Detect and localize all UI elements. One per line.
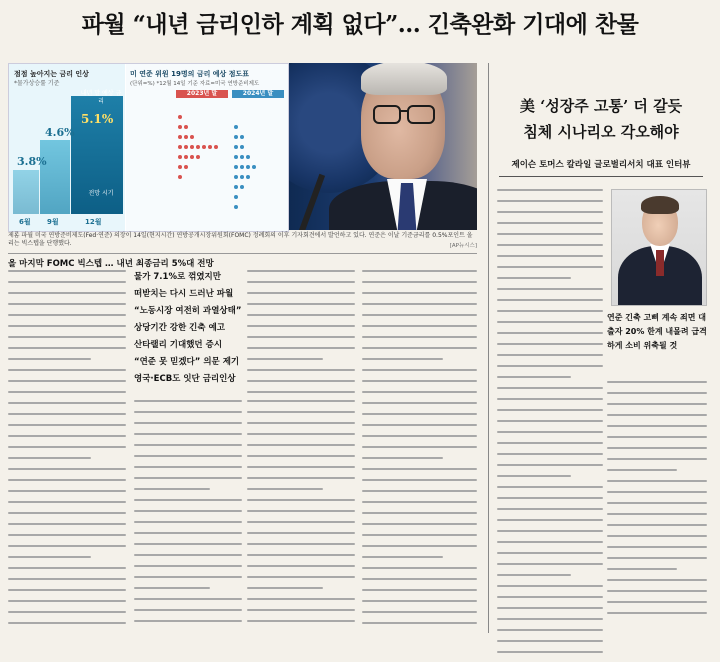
dot-marker — [184, 155, 188, 159]
text-line — [497, 618, 603, 620]
text-line — [497, 651, 603, 653]
text-line — [247, 292, 355, 294]
dot-marker — [234, 155, 238, 159]
dot-marker — [202, 145, 206, 149]
text-line — [607, 469, 677, 471]
text-line — [497, 332, 603, 334]
chart-note — [14, 70, 89, 88]
text-line — [247, 411, 355, 413]
text-line — [8, 556, 91, 558]
hair — [361, 63, 447, 95]
text-line — [607, 381, 707, 383]
dot-marker — [234, 185, 238, 189]
text-line — [247, 303, 355, 305]
dot-marker — [246, 165, 250, 169]
text-line — [607, 447, 707, 449]
text-line — [8, 292, 126, 294]
dot-marker — [178, 115, 182, 119]
dot-marker — [234, 175, 238, 179]
text-line — [134, 543, 242, 545]
text-line — [8, 600, 126, 602]
text-line — [497, 596, 603, 598]
text-line — [607, 612, 707, 614]
text-line — [607, 502, 707, 504]
text-line — [607, 403, 707, 405]
portrait-hair — [641, 196, 679, 214]
text-line — [134, 422, 242, 424]
text-line — [497, 200, 603, 202]
text-line — [247, 543, 355, 545]
text-line — [8, 303, 126, 305]
rate-step-chart — [9, 64, 125, 231]
sidebar-subhead: 제이슨 토머스 칼라일 글로벌리서치 대표 인터뷰 — [511, 160, 691, 170]
text-line — [247, 391, 355, 393]
text-line — [497, 343, 603, 345]
text-line — [497, 299, 603, 301]
dot-plot-row — [130, 184, 284, 191]
dot-plot-row — [130, 204, 284, 211]
text-line — [134, 565, 242, 567]
text-line — [8, 622, 126, 624]
text-line — [247, 358, 323, 360]
dot-plot-row — [130, 164, 284, 171]
text-line — [497, 464, 603, 466]
dot-plot-row — [130, 124, 284, 131]
text-line — [134, 609, 242, 611]
sidebar-body-column-2 — [607, 381, 707, 623]
text-line — [134, 532, 242, 534]
callout-line: “노동시장 여전히 과열상태” — [134, 306, 242, 316]
dot-plot — [126, 64, 288, 231]
text-line — [247, 598, 355, 600]
text-line — [362, 270, 477, 272]
text-line — [362, 336, 477, 338]
text-line — [497, 563, 603, 565]
body-column-3 — [247, 400, 355, 631]
text-line — [362, 292, 477, 294]
text-line — [134, 455, 242, 457]
text-line — [247, 576, 355, 578]
step-value-december: 5.1% — [81, 112, 114, 126]
dot-marker — [178, 175, 182, 179]
text-line — [247, 369, 355, 371]
text-line — [497, 365, 603, 367]
text-line — [247, 325, 355, 327]
text-line — [607, 524, 707, 526]
dot-plot-title: 미 연준 위원 19명의 금리 예상 점도표 — [130, 70, 250, 78]
callout-line: 산타랠리 기대했던 증시 — [134, 340, 223, 350]
dot-plot-row — [130, 104, 284, 111]
dot-plot-row — [130, 154, 284, 161]
text-line — [8, 402, 126, 404]
text-line — [362, 380, 477, 382]
text-line — [362, 611, 477, 613]
interviewee-portrait — [611, 189, 707, 306]
month-label-september: 9월 — [47, 218, 59, 226]
text-line — [497, 585, 603, 587]
text-line — [497, 277, 571, 279]
text-line — [8, 446, 126, 448]
text-line — [134, 433, 242, 435]
text-line — [497, 321, 603, 323]
photo-caption — [8, 232, 477, 248]
text-line — [362, 347, 477, 349]
text-line — [607, 546, 707, 548]
text-line — [362, 314, 477, 316]
dot-marker — [178, 145, 182, 149]
dot-marker — [234, 205, 238, 209]
dot-marker — [240, 165, 244, 169]
text-line — [247, 609, 355, 611]
body-column-4 — [362, 270, 477, 633]
text-line — [8, 523, 126, 525]
text-line — [134, 499, 242, 501]
text-line — [8, 457, 91, 459]
glasses-icon — [373, 105, 435, 121]
text-line — [497, 244, 603, 246]
text-line — [134, 444, 242, 446]
text-line — [497, 376, 571, 378]
text-line — [134, 620, 242, 622]
dot-marker — [234, 195, 238, 199]
text-line — [497, 409, 603, 411]
text-line — [362, 281, 477, 283]
text-line — [8, 578, 126, 580]
text-line — [134, 400, 242, 402]
text-line — [247, 281, 355, 283]
text-line — [362, 501, 477, 503]
text-line — [134, 521, 242, 523]
text-line — [134, 411, 242, 413]
dot-marker — [184, 165, 188, 169]
text-line — [607, 392, 707, 394]
dot-marker — [234, 135, 238, 139]
dot-marker — [240, 175, 244, 179]
text-line — [497, 453, 603, 455]
forecast-period-label: 전망 시기 — [88, 190, 114, 197]
text-line — [607, 535, 707, 537]
text-line — [497, 475, 571, 477]
dot-marker — [184, 125, 188, 129]
text-line — [362, 424, 477, 426]
dot-plot-source: (단위=%) *12월 14일 기준 자료=미국 연방준비제도 — [130, 81, 260, 87]
dot-marker — [234, 125, 238, 129]
text-line — [8, 424, 126, 426]
callout-line: “연준 못 믿겠다” 의문 제기 — [134, 357, 240, 367]
text-line — [134, 576, 242, 578]
text-line — [247, 521, 355, 523]
text-line — [134, 554, 242, 556]
sidebar-divider — [499, 176, 703, 177]
body-column-2 — [134, 400, 242, 631]
text-line — [497, 431, 603, 433]
text-line — [8, 314, 126, 316]
text-line — [362, 589, 477, 591]
photo-caption-text: 제롬 파월 미국 연방준비제도(Fed·연준) 의장이 14일(현지시간) 연방공개시장위원회(FOMC) 정례회의 이후 기자회견에서 발언하고 있다. 연준은 이날 기준금리를 0.5%포인트 올리는 빅스텝을 단행했다. — [8, 232, 473, 247]
text-line — [497, 420, 603, 422]
dot-marker — [178, 125, 182, 129]
callout-line: 떠받치는 다시 드러난 파월 — [134, 289, 234, 299]
article-callout — [134, 270, 242, 389]
text-line — [362, 490, 477, 492]
text-line — [497, 486, 603, 488]
text-line — [247, 488, 323, 490]
dot-plot-row — [130, 134, 284, 141]
text-line — [497, 310, 603, 312]
text-line — [362, 556, 443, 558]
dot-marker — [234, 165, 238, 169]
text-line — [247, 554, 355, 556]
text-line — [497, 607, 603, 609]
text-line — [362, 325, 477, 327]
text-line — [8, 413, 126, 415]
text-line — [497, 519, 603, 521]
text-line — [247, 314, 355, 316]
text-line — [497, 552, 603, 554]
text-line — [8, 468, 126, 470]
step-bar-september — [40, 140, 70, 214]
text-line — [247, 620, 355, 622]
text-line — [8, 325, 126, 327]
text-line — [362, 413, 477, 415]
text-line — [247, 466, 355, 468]
sidebar-headline-line1: 美 ‘성장주 고통’ 더 갈듯 — [519, 97, 683, 115]
text-line — [497, 255, 603, 257]
column-title: 올 마지막 FOMC 빅스텝 … 내년 최종금리 5%대 전망 — [8, 253, 477, 269]
month-label-december: 12월 — [85, 218, 102, 226]
chart-note-sub: *물가상승률 기준 — [14, 80, 60, 87]
text-line — [247, 499, 355, 501]
text-line — [8, 611, 126, 613]
step-value-june: 3.8% — [17, 155, 47, 168]
text-line — [247, 565, 355, 567]
dot-marker — [190, 155, 194, 159]
text-line — [247, 270, 355, 272]
dot-marker — [252, 165, 256, 169]
month-label-june: 6월 — [19, 218, 31, 226]
dot-marker — [246, 175, 250, 179]
text-line — [8, 369, 126, 371]
text-line — [247, 587, 323, 589]
text-line — [134, 488, 210, 490]
body-column-1 — [8, 270, 126, 633]
text-line — [8, 347, 126, 349]
text-line — [607, 590, 707, 592]
text-line — [362, 391, 477, 393]
text-line — [8, 336, 126, 338]
text-line — [8, 589, 126, 591]
text-line — [362, 479, 477, 481]
text-line — [362, 600, 477, 602]
text-line — [607, 436, 707, 438]
dot-plot-row — [130, 144, 284, 151]
text-line — [134, 510, 242, 512]
text-line — [134, 587, 210, 589]
dot-marker — [240, 155, 244, 159]
text-line — [362, 457, 443, 459]
dot-plot-row — [130, 194, 284, 201]
sidebar-body-column-1 — [497, 189, 603, 662]
text-line — [607, 513, 707, 515]
text-line — [247, 532, 355, 534]
text-line — [8, 380, 126, 382]
text-line — [497, 629, 603, 631]
sidebar-headline-line2: 침체 시나리오 각오해야 — [523, 123, 679, 141]
text-line — [362, 545, 477, 547]
dot-marker — [246, 155, 250, 159]
text-line — [497, 530, 603, 532]
dot-plot-row — [130, 174, 284, 181]
text-line — [497, 288, 603, 290]
text-line — [247, 455, 355, 457]
dot-marker — [240, 145, 244, 149]
text-line — [247, 444, 355, 446]
text-line — [497, 266, 603, 268]
text-line — [8, 501, 126, 503]
dot-marker — [178, 155, 182, 159]
dot-plot-year-2023: 2023년 말 — [176, 90, 228, 98]
interview-pull-quote: 연준 긴축 고삐 계속 죄면 대출자 20% 한계 내몰려 급격하게 소비 위축될 것 — [607, 313, 707, 350]
text-line — [497, 640, 603, 642]
dot-marker — [190, 135, 194, 139]
text-line — [497, 211, 603, 213]
dot-marker — [184, 135, 188, 139]
text-line — [362, 468, 477, 470]
dot-marker — [240, 185, 244, 189]
text-line — [362, 358, 443, 360]
text-line — [607, 425, 707, 427]
text-line — [497, 574, 571, 576]
text-line — [247, 477, 355, 479]
text-line — [607, 557, 707, 559]
text-line — [607, 414, 707, 416]
text-line — [362, 402, 477, 404]
callout-line: 영국·ECB도 잇단 금리인상 — [134, 374, 236, 384]
text-line — [497, 233, 603, 235]
text-line — [362, 446, 477, 448]
text-line — [362, 578, 477, 580]
text-line — [247, 433, 355, 435]
chart-note-title: 점점 높아지는 금리 인상 — [14, 70, 89, 78]
text-line — [8, 490, 126, 492]
text-line — [8, 435, 126, 437]
portrait-tie — [656, 250, 664, 276]
step-bar-june — [13, 170, 39, 214]
text-line — [362, 567, 477, 569]
text-line — [362, 512, 477, 514]
text-line — [497, 354, 603, 356]
text-line — [607, 491, 707, 493]
text-line — [362, 303, 477, 305]
text-line — [497, 508, 603, 510]
powell-photo — [289, 63, 477, 230]
text-line — [8, 391, 126, 393]
text-line — [497, 387, 603, 389]
text-line — [247, 336, 355, 338]
text-line — [134, 466, 242, 468]
rate-forecast-infographic — [8, 63, 289, 232]
text-line — [134, 598, 242, 600]
text-line — [497, 189, 603, 191]
sidebar-headline — [489, 93, 713, 145]
dot-marker — [190, 145, 194, 149]
text-line — [247, 510, 355, 512]
text-line — [607, 579, 707, 581]
step3-label: 내년 말 예상 금리 — [80, 90, 122, 105]
text-line — [8, 479, 126, 481]
text-line — [247, 347, 355, 349]
text-line — [8, 270, 126, 272]
text-line — [8, 281, 126, 283]
text-line — [607, 568, 677, 570]
text-line — [8, 512, 126, 514]
text-line — [497, 442, 603, 444]
text-line — [8, 358, 91, 360]
dot-plot-year-2024: 2024년 말 — [232, 90, 284, 98]
text-line — [8, 545, 126, 547]
step-value-september: 4.6% — [45, 126, 75, 139]
text-line — [497, 497, 603, 499]
text-line — [247, 380, 355, 382]
text-line — [607, 601, 707, 603]
text-line — [8, 567, 126, 569]
dot-marker — [214, 145, 218, 149]
dot-marker — [208, 145, 212, 149]
dot-marker — [240, 135, 244, 139]
callout-line: 상당기간 강한 긴축 예고 — [134, 323, 225, 333]
dot-marker — [196, 145, 200, 149]
callout-line: 물가 7.1%로 꺾였지만 — [134, 272, 221, 282]
dot-plot-row — [130, 214, 284, 221]
text-line — [134, 477, 242, 479]
body-column-3-top — [247, 270, 355, 398]
text-line — [362, 622, 477, 624]
page-headline: 파월 “내년 금리인하 계획 없다”… 긴축완화 기대에 찬물 — [81, 11, 639, 38]
text-line — [362, 523, 477, 525]
dot-plot-row — [130, 114, 284, 121]
sidebar-interview — [488, 63, 713, 633]
dot-marker — [196, 155, 200, 159]
text-line — [497, 222, 603, 224]
text-line — [362, 435, 477, 437]
dot-marker — [178, 165, 182, 169]
text-line — [497, 398, 603, 400]
text-line — [607, 458, 707, 460]
photo-credit: [AP뉴시스] — [449, 243, 477, 249]
dot-marker — [184, 145, 188, 149]
dot-marker — [178, 135, 182, 139]
text-line — [607, 480, 707, 482]
text-line — [362, 369, 477, 371]
text-line — [497, 541, 603, 543]
text-line — [247, 422, 355, 424]
text-line — [247, 400, 355, 402]
text-line — [8, 534, 126, 536]
text-line — [362, 534, 477, 536]
dot-marker — [234, 145, 238, 149]
